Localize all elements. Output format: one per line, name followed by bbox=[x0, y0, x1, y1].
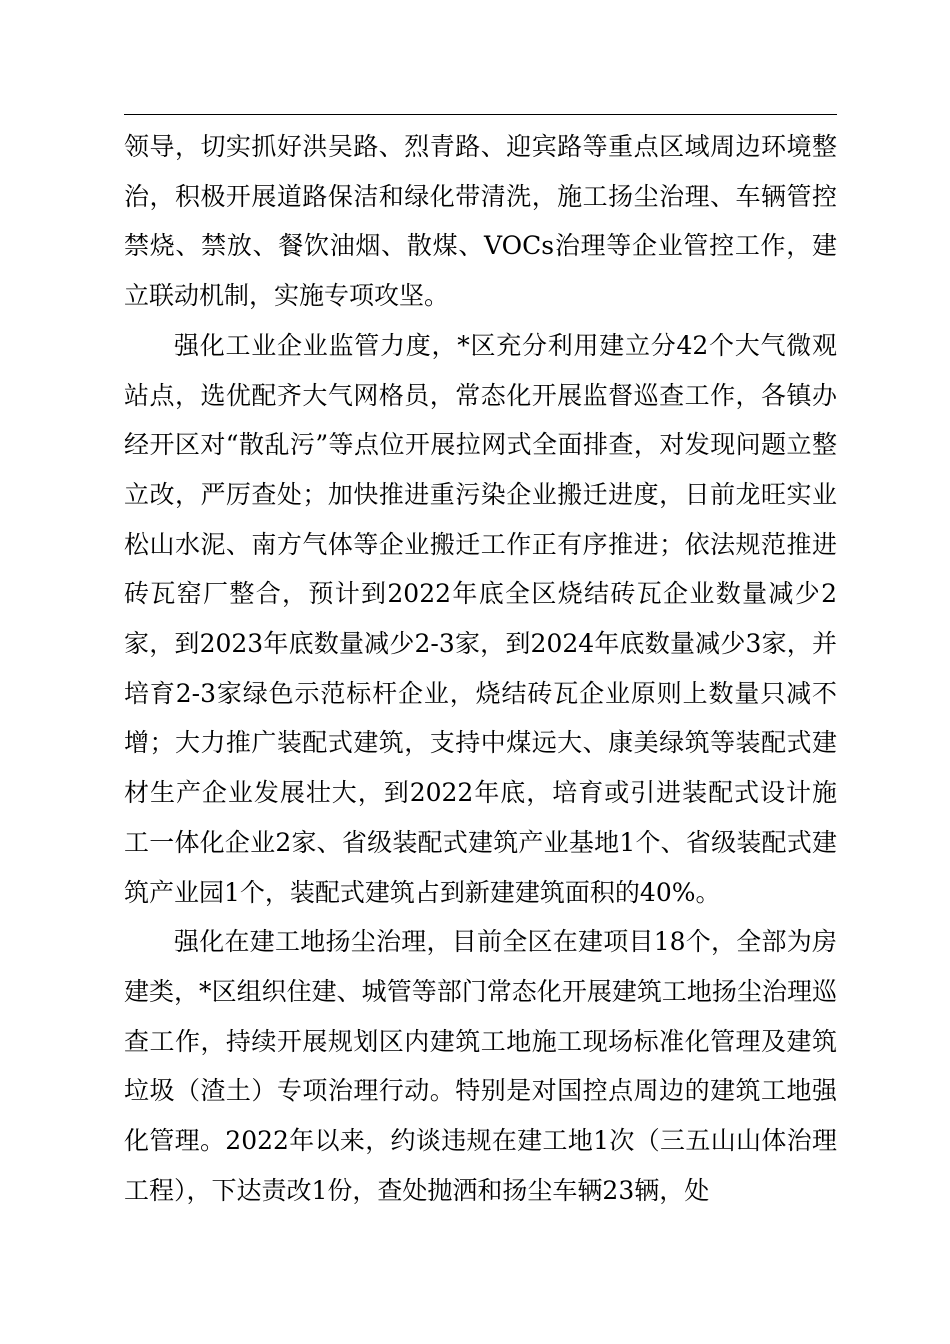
paragraph-3: 强化在建工地扬尘治理，目前全区在建项目18个，全部为房建类，*区组织住建、城管等部门常态化开展建筑工地扬尘治理巡查工作，持续开展规划区内建筑工地施工现场标准化管理及建筑垃圾（渣土）专项治理行动。特别是对国控点周边的建筑工地强化管理。2022年以来，约谈违规在建工地1次（三五山山体治理工程），下达责改1份，查处抛洒和扬尘车辆23辆，处 bbox=[124, 927, 837, 1205]
header-rule bbox=[124, 114, 837, 115]
document-body bbox=[124, 122, 837, 1215]
paragraph-1: 领导，切实抓好洪吴路、烈青路、迎宾路等重点区域周边环境整治，积极开展道路保洁和绿化带清洗，施工扬尘治理、车辆管控禁烧、禁放、餐饮油烟、散煤、VOCs治理等企业管控工作，建立联动机制，实施专项攻坚。 bbox=[124, 132, 837, 311]
paragraph-2: 强化工业企业监管力度，*区充分利用建立分42个大气微观站点，选优配齐大气网格员，常态化开展监督巡查工作，各镇办经开区对“散乱污”等点位开展拉网式全面排查，对发现问题立整立改，严厉查处；加快推进重污染企业搬迁进度，日前龙旺实业松山水泥、南方气体等企业搬迁工作正有序推进；依法规范推进砖瓦窑厂整合，预计到2022年底全区烧结砖瓦企业数量减少2家，到2023年底数量减少2-3家，到2024年底数量减少3家，并培育2-3家绿色示范标杆企业，烧结砖瓦企业原则上数量只减不增；大力推广装配式建筑，支持中煤远大、康美绿筑等装配式建材生产企业发展壮大，到2022年底，培育或引进装配式设计施工一体化企业2家、省级装配式建筑产业基地1个、省级装配式建筑产业园1个，装配式建筑占到新建建筑面积的40%。 bbox=[124, 330, 837, 907]
